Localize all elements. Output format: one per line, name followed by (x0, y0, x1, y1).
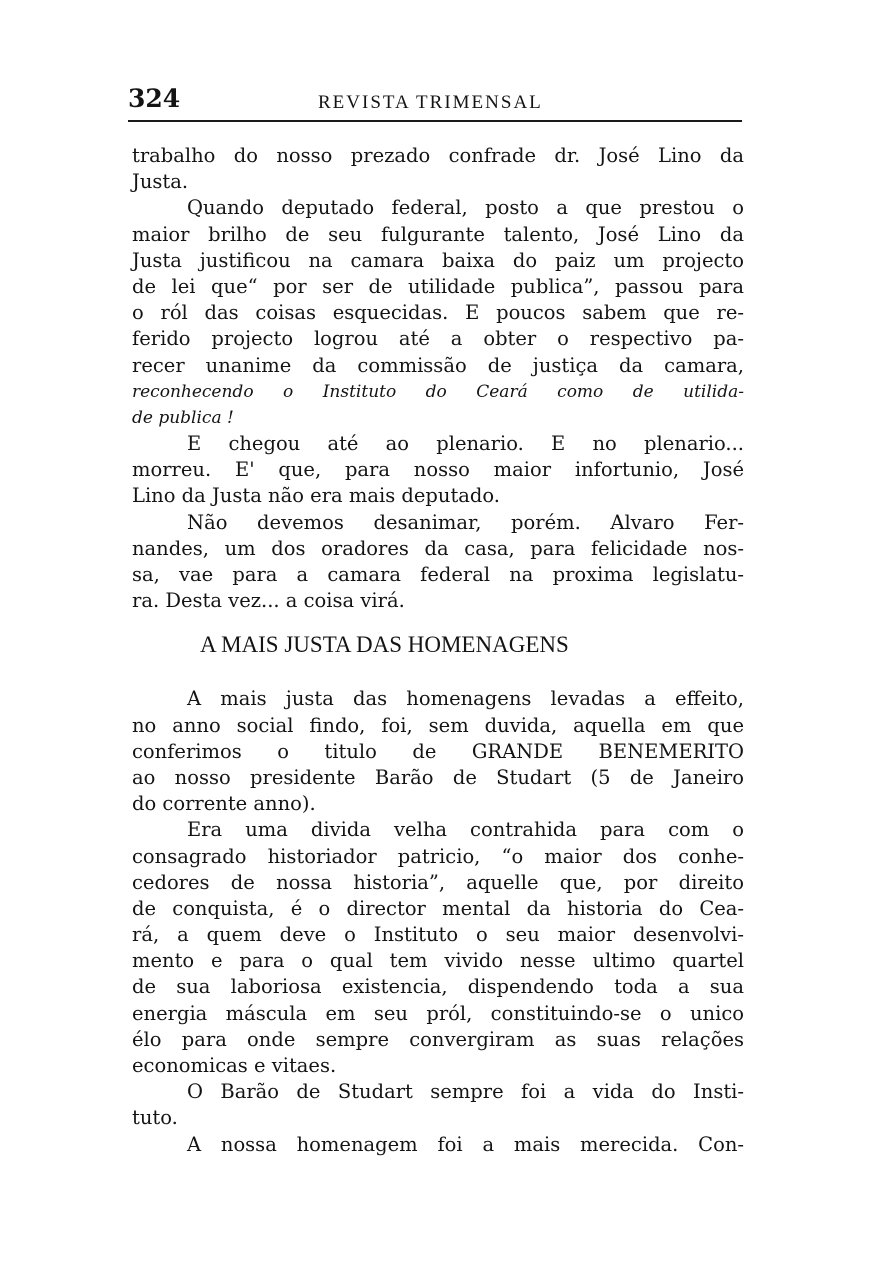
text-line: ferido projecto logrou até a obter o respectivo pa- (132, 327, 744, 351)
text-line: A nossa homenagem foi a mais merecida. Con- (187, 1132, 744, 1156)
text-line: mento e para o qual tem vivido nesse ultimo quartel (132, 949, 744, 973)
text-line: tuto. (132, 1106, 178, 1130)
text-line: ra. Desta vez... a coisa virá. (132, 589, 405, 613)
text-line: Lino da Justa não era mais deputado. (132, 484, 501, 508)
text-line: de conquista, é o director mental da historia do Cea- (132, 896, 744, 920)
italic-text-line: de publica ! (132, 407, 234, 428)
text-line: Quando deputado federal, posto a que prestou o (187, 196, 744, 220)
text-line: E chegou até ao plenario. E no plenario... (187, 432, 744, 456)
text-line: economicas e vitaes. (132, 1054, 337, 1077)
text-line: Era uma divida velha contrahida para com o (187, 818, 744, 842)
text-line: Justa justificou na camara baixa do paiz um projecto (132, 248, 744, 272)
text-line: nandes, um dos oradores da casa, para felicidade nos- (132, 536, 744, 560)
text-line: de sua laboriosa existencia, dispendendo toda a sua (132, 975, 744, 999)
text-line: ao nosso presidente Barão de Studart (5 de Janeiro (132, 765, 744, 789)
text-line: élo para onde sempre convergiram as suas relações (132, 1027, 744, 1051)
text-line: O Barão de Studart sempre foi a vida do Insti- (187, 1080, 744, 1104)
paragraph-block-1 (132, 143, 744, 614)
text-line: maior brilho de seu fulgurante talento, José Lino da (132, 222, 744, 246)
page-number: 324 (128, 84, 181, 113)
text-line: recer unanime da commissão de justiça da camara, (132, 353, 744, 377)
text-line: morreu. E' que, para nosso maior infortunio, José (132, 458, 744, 482)
text-line: conferimos o titulo de GRANDE BENEMERITO (132, 739, 744, 763)
page-body (132, 143, 744, 1158)
page-header (128, 84, 742, 122)
text-line: cedores de nossa historia”, aquelle que, por direito (132, 870, 744, 894)
text-line: do corrente anno). (132, 792, 316, 816)
paragraph-block-2 (132, 686, 744, 1157)
text-line: sa, vae para a camara federal na proxima legislatu- (132, 563, 744, 586)
text-line: consagrado historiador patricio, “o maior dos conhe- (132, 844, 744, 868)
text-line: Justa. (132, 170, 189, 194)
text-line: trabalho do nosso prezado confrade dr. José Lino da (132, 144, 744, 167)
text-line: Não devemos desanimar, porém. Alvaro Fer- (187, 510, 744, 534)
text-line: rá, a quem deve o Instituto o seu maior desenvolvi- (132, 923, 744, 947)
text-line: A mais justa das homenagens levadas a effeito, (187, 687, 744, 711)
text-line: o ról das coisas esquecidas. E poucos sabem que re- (132, 301, 744, 325)
section-heading (132, 614, 744, 686)
running-head: REVISTA TRIMENSAL (318, 92, 543, 113)
text-line: energia máscula em seu pról, constituindo-se o unico (132, 1001, 744, 1025)
text-line: no anno social findo, foi, sem duvida, aquella em que (132, 713, 744, 737)
section-heading-text: A MAIS JUSTA DAS HOMENAGENS (200, 632, 569, 658)
text-line: de lei que“ por ser de utilidade publica”, passou para (132, 274, 744, 298)
italic-text-line: reconhecendo o Instituto do Ceará como de utilida- (132, 381, 744, 402)
